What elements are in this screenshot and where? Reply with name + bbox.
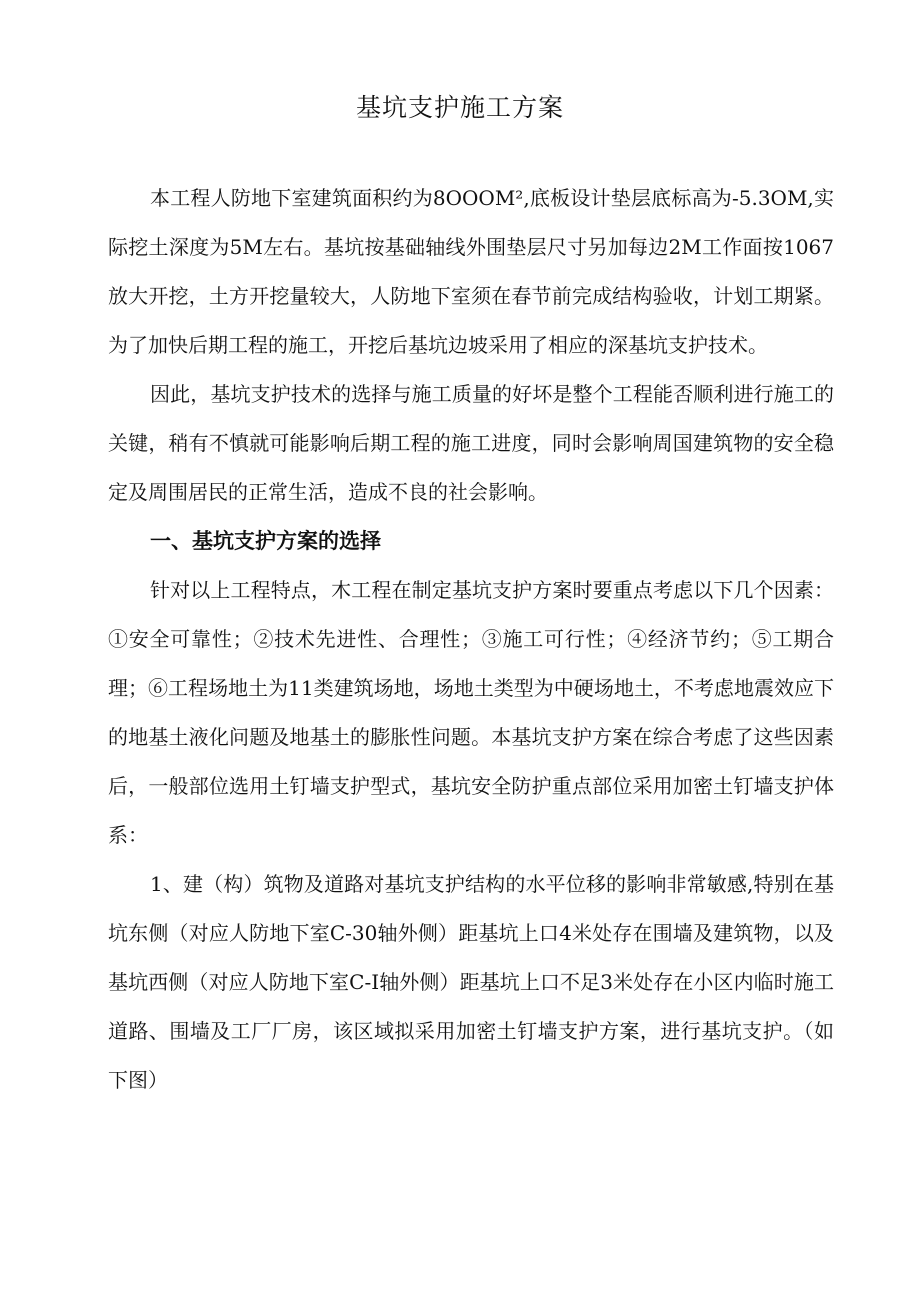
paragraph-item-1: 1、建（构）筑物及道路对基坑支护结构的水平位移的影响非常敏感,特别在基坑东侧（对应人防地下室C-30轴外侧）距基坑上口4米处存在围墙及建筑物，以及基坑西侧（对应人防地下室C-I轴外侧）距基坑上口不足3米处存在小区内临时施工道路、围墙及工厂厂房，该区域拟采用加密土钉墙支护方案，进行基坑支护。（如下图） (108, 872, 834, 1092)
document-body (108, 174, 834, 1105)
paragraph-project-overview: 本工程人防地下室建筑面积约为8OOOM²,底板设计垫层底标高为-5.3OM,实际挖土深度为5M左右。基坑按基础轴线外围垫层尺寸另加每边2M工作面按1067放大开挖，土方开挖量较大，人防地下室须在春节前完成结构验收，计划工期紧。为了加快后期工程的施工，开挖后基坑边坡采用了相应的深基坑支护技术。 (108, 186, 834, 357)
paragraph-importance: 因此，基坑支护技术的选择与施工质量的好坏是整个工程能否顺利进行施工的关键，稍有不慎就可能影响后期工程的施工进度，同时会影响周国建筑物的安全稳定及周围居民的正常生活，造成不良的社会影响。 (108, 382, 834, 504)
section-heading-1: 一、基坑支护方案的选择 (150, 529, 381, 553)
document-title: 基坑支护施工方案 (355, 93, 564, 122)
paragraph-factors: 针对以上工程特点，木工程在制定基坑支护方案时要重点考虑以下几个因素：①安全可靠性；②技术先进性、合理性；③施工可行性；④经济节约；⑤工期合理；⑥工程场地土为11类建筑场地，场地土类型为中硬场地土，不考虑地震效应下的地基土液化问题及地基土的膨胀性问题。本基坑支护方案在综合考虑了这些因素后，一般部位选用土钉墙支护型式，基坑安全防护重点部位采用加密土钉墙支护体系： (108, 578, 834, 847)
